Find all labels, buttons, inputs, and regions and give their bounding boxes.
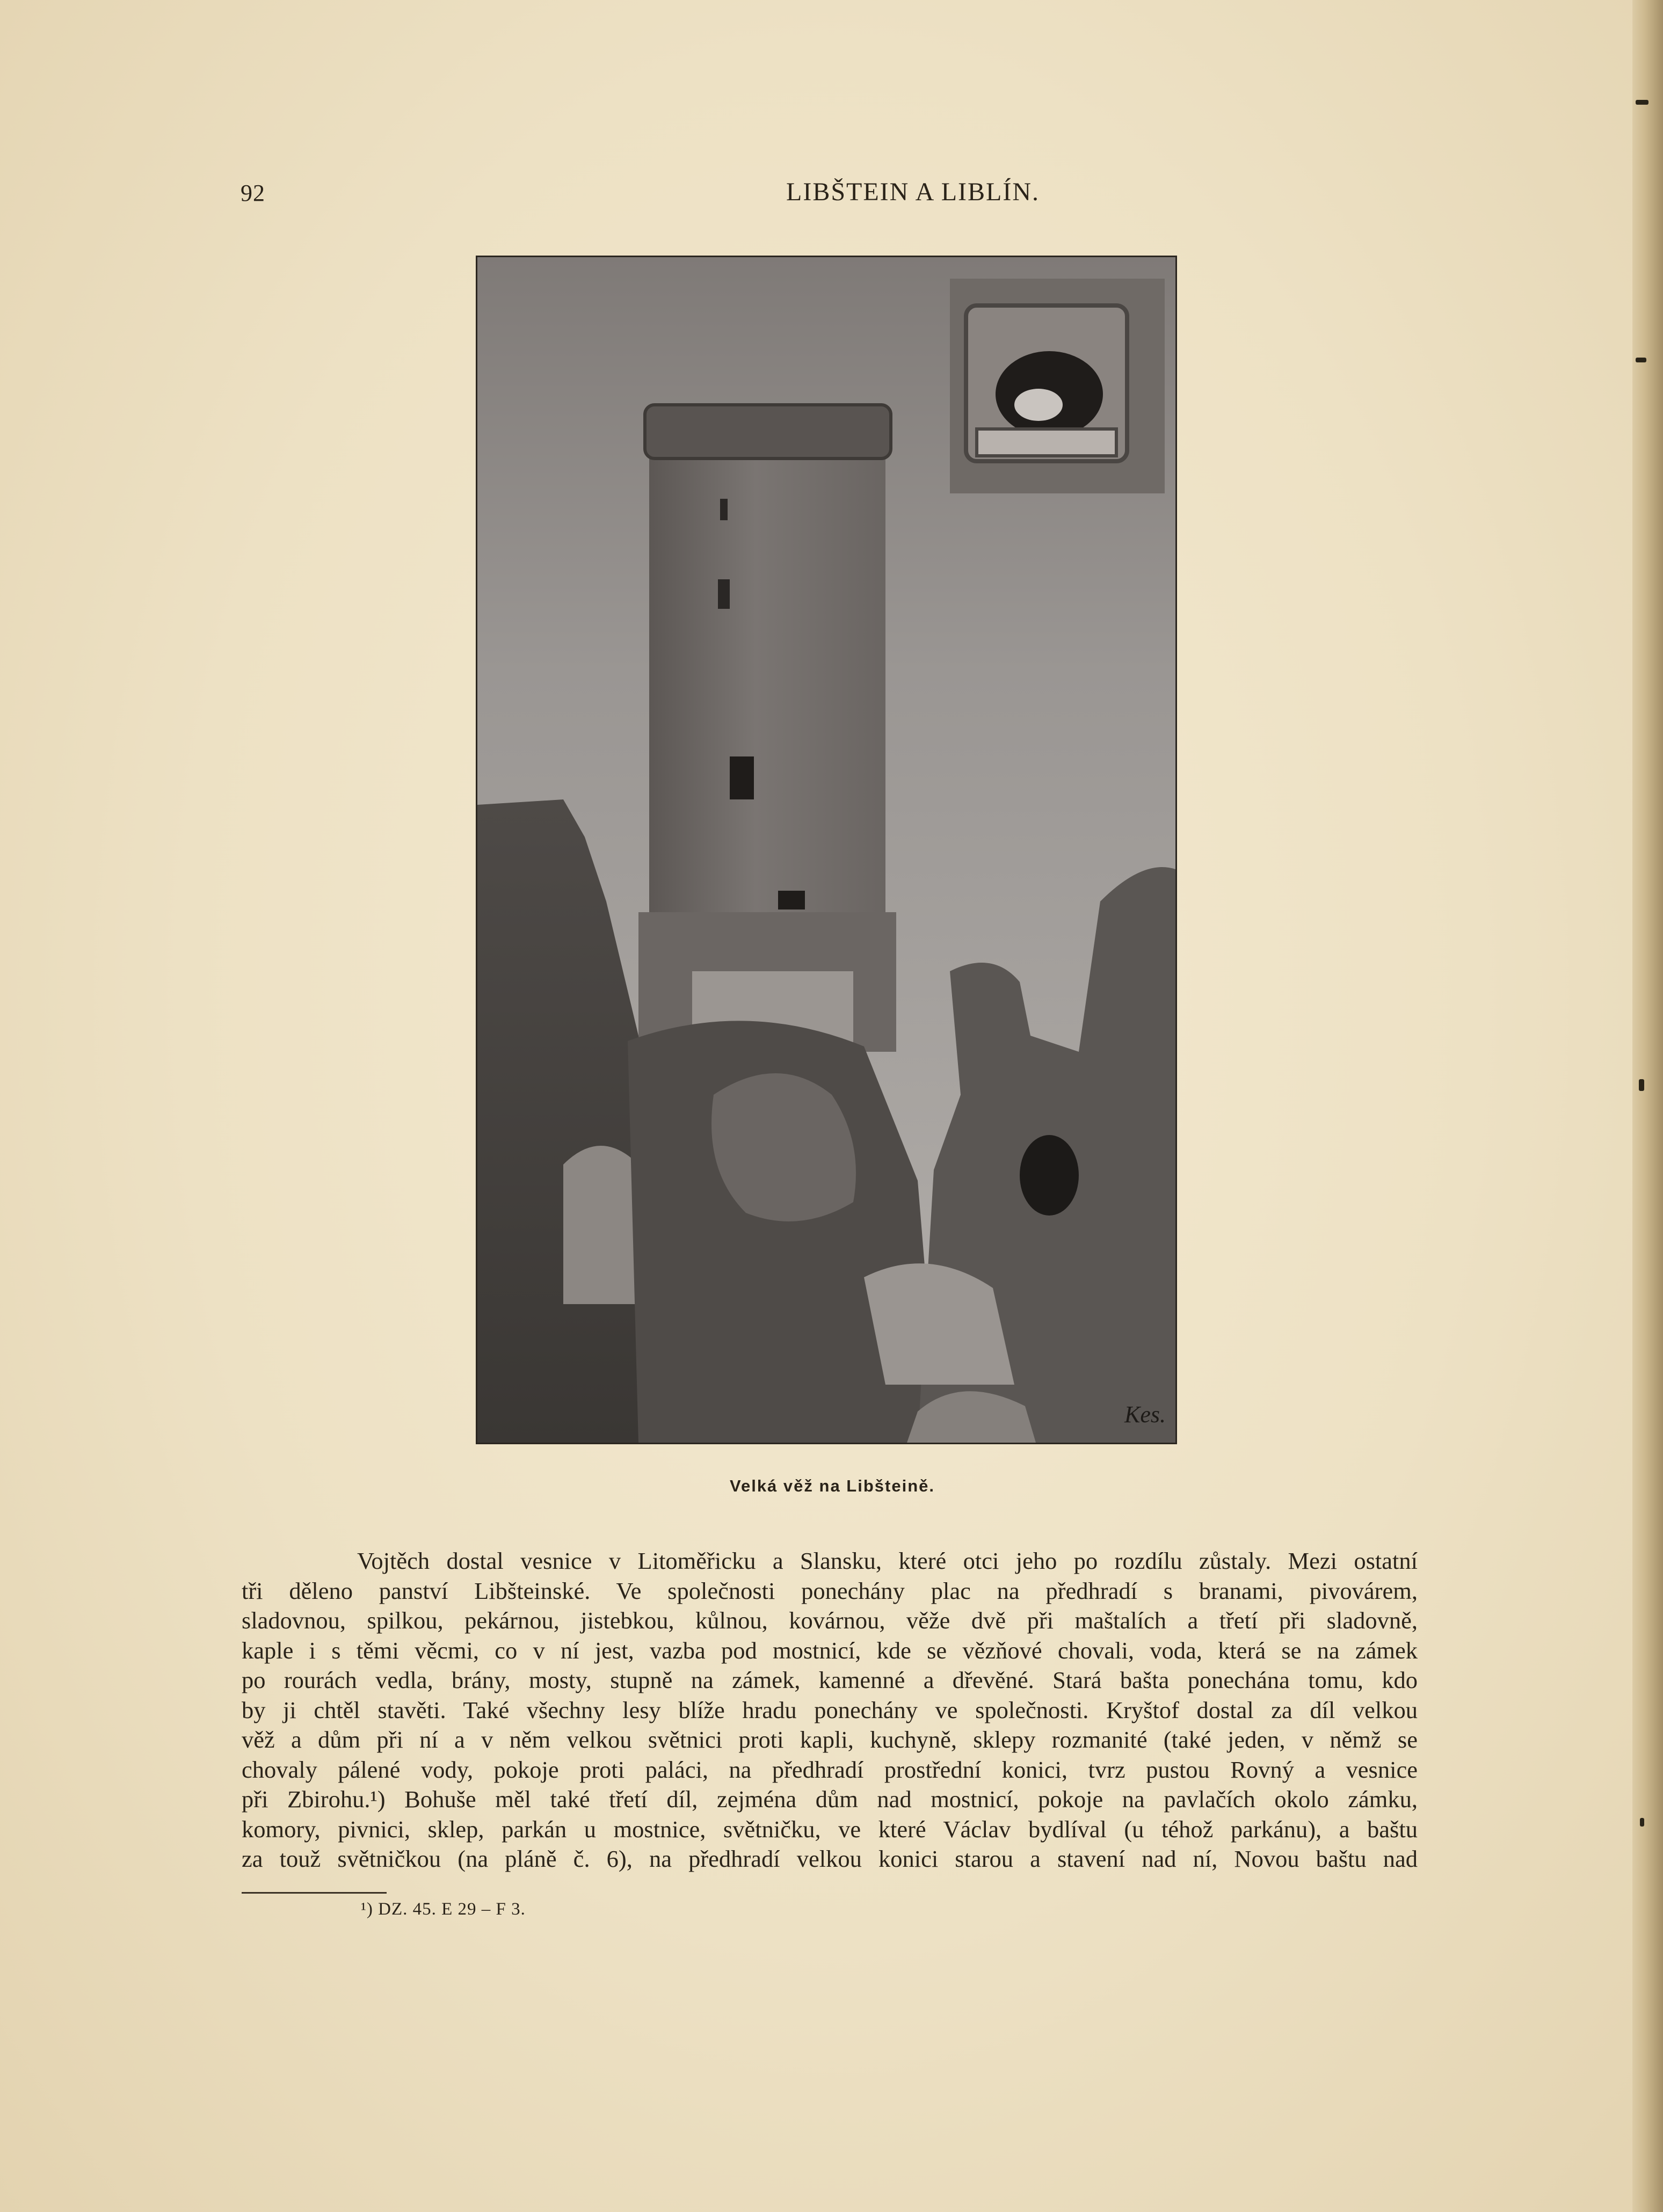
body-line: Vojtěch dostal vesnice v Litoměřicku a Slansku, které otci jeho po rozdílu zůstaly. Mezi ostatní bbox=[357, 1547, 1418, 1574]
page-number: 92 bbox=[241, 180, 265, 206]
window-detail-inset bbox=[950, 279, 1165, 493]
edge-mark bbox=[1636, 100, 1649, 105]
round-window bbox=[1020, 1135, 1079, 1216]
edge-mark bbox=[1639, 1079, 1644, 1091]
footnote: ¹) DZ. 45. E 29 – F 3. bbox=[361, 1900, 526, 1919]
edge-mark bbox=[1636, 358, 1646, 362]
tower-illustration bbox=[476, 256, 1177, 1444]
tower-drawing bbox=[477, 257, 1175, 1443]
body-line: komory, pivnici, sklep, parkán u mostnice, světničku, ve které Václav bydlíval (u téhož parkánu), a baštu bbox=[242, 1815, 1418, 1843]
body-line: věž a dům při ní a v něm velkou světnici proti kapli, kuchyně, sklepy rozmanité (také jeden, v němž se bbox=[242, 1726, 1418, 1753]
body-line: chovaly pálené vody, pokoje proti paláci, na předhradí prostřední konici, tvrz pustou Rovný a vesnice bbox=[242, 1756, 1418, 1783]
figure-caption: Velká věž na Libšteině. bbox=[730, 1476, 935, 1495]
body-line: by ji chtěl stavěti. Také všechny lesy blíže hradu ponechány ve společnosti. Kryštof dostal za díl velkou bbox=[242, 1696, 1418, 1723]
body-text bbox=[242, 1546, 1418, 1874]
body-line: tři děleno panství Libšteinské. Ve společnosti ponechány plac na předhradí s branami, pivovárem, bbox=[242, 1577, 1418, 1604]
body-line: po rourách vedla, brány, mosty, stupně na zámek, kamenné a dřevěné. Stará bašta ponechána tomu, kdo bbox=[242, 1667, 1418, 1693]
arched-doorway bbox=[563, 1146, 638, 1304]
running-title: LIBŠTEIN A LIBLÍN. bbox=[786, 178, 1040, 206]
body-line: při Zbirohu.¹) Bohuše měl také třetí díl, zejména dům nad mostnicí, pokoje na pavlačích okolo zámku, bbox=[242, 1786, 1418, 1813]
body-line: kaple i s těmi věcmi, co v ní jest, vazba pod mostnicí, kde se vězňové chovali, voda, která se na zámek bbox=[242, 1636, 1418, 1664]
artist-signature: Kes. bbox=[1124, 1401, 1166, 1428]
body-line: sladovnou, spilkou, pekárnou, jistebkou, kůlnou, kovárnou, věže dvě při maštalích a třetí při sladovně, bbox=[242, 1607, 1418, 1634]
body-line: za touž světničkou (na pláně č. 6), na předhradí velkou konici starou a stavení nad ní, Novou baštu nad bbox=[242, 1845, 1418, 1872]
page-edge bbox=[1632, 0, 1663, 2212]
great-tower bbox=[638, 405, 896, 1052]
footnote-rule bbox=[242, 1892, 387, 1894]
edge-mark bbox=[1640, 1818, 1644, 1827]
